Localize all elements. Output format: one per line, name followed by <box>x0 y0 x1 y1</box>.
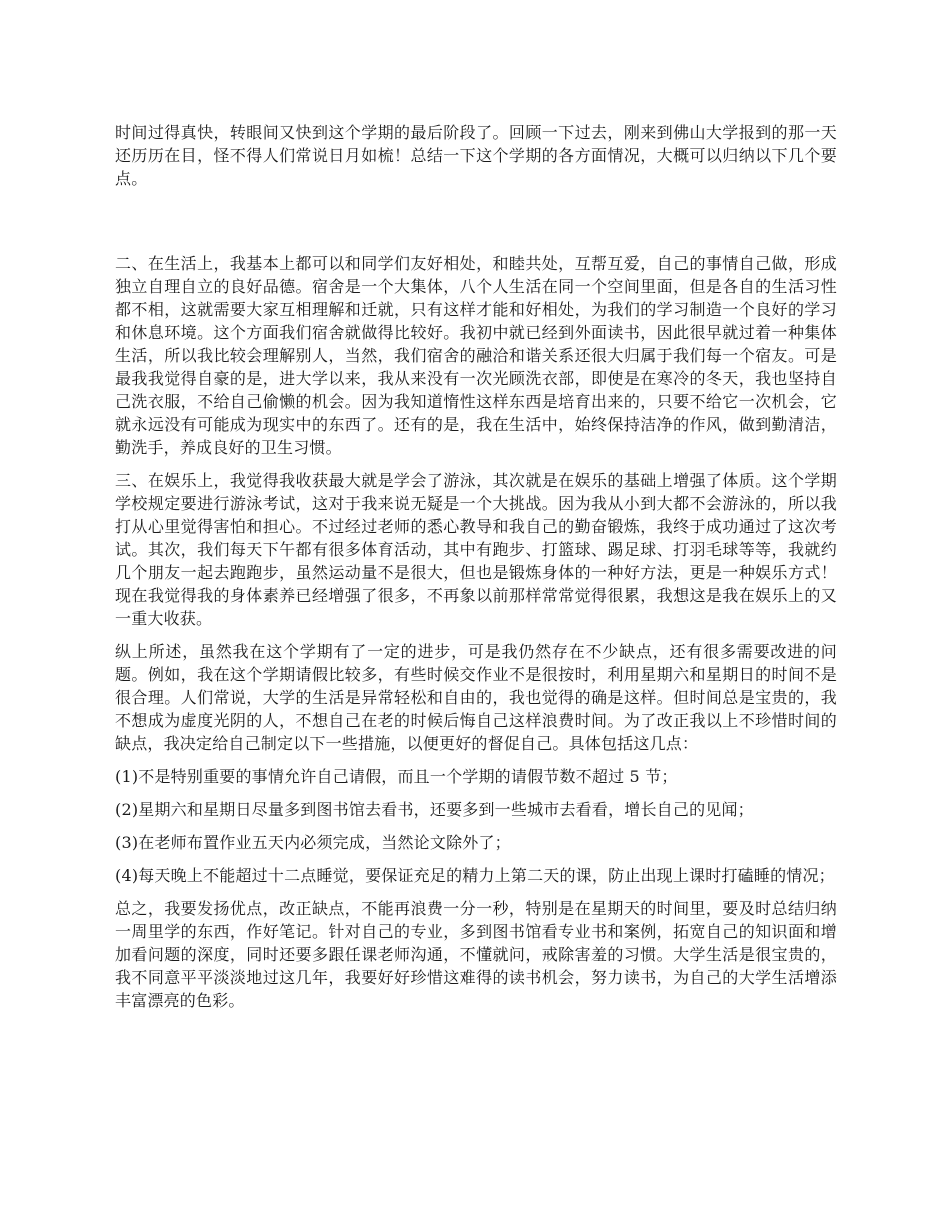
measure-item-3: (3)在老师布置作业五天内必须完成，当然论文除外了； <box>115 833 511 852</box>
paragraph-entertainment: 三、在娱乐上，我觉得我收获最大就是学会了游泳，其次就是在娱乐的基础上增强了体质。这个学期学校规定要进行游泳考试，这对于我来说无疑是一个大挑战。因为我从小到大都不会游泳的，所以我打从心里觉得害怕和担心。不过经过老师的悉心教导和我自己的勤奋锻炼，我终于成功通过了这次考试。其次，我们每天下午都有很多体育活动，其中有跑步、打篮球、踢足球、打羽毛球等等，我就约几个朋友一起去跑跑步，虽然运动量不是很大，但也是锻炼身体的一种好方法，更是一种娱乐方式！现在我觉得我的身体素养已经增强了很多，不再象以前那样常常觉得很累，我想这是我在娱乐上的又一重大收获。 <box>115 471 837 628</box>
paragraph-life: 二、在生活上，我基本上都可以和同学们友好相处，和睦共处，互帮互爱，自己的事情自己做，形成独立自理自立的良好品德。宿舍是一个大集体，八个人生活在同一个空间里面，但是各自的生活习性都不相，这就需要大家互相理解和迁就，只有这样才能和好相处，为我们的学习制造一个良好的学习和休息环境。这个方面我们宿舍就做得比较好。我初中就已经到外面读书，因此很早就过着一种集体生活，所以我比较会理解别人，当然，我们宿舍的融洽和谐关系还很大归属于我们每一个宿友。可是最我我觉得自豪的是，进大学以来，我从来没有一次光顾洗衣部，即使是在寒冷的冬天，我也坚持自己洗衣服，不给自己偷懒的机会。因为我知道惰性这样东西是培育出来的，只要不给它一次机会，它就永远没有可能成为现实中的东西了。还有的是，我在生活中，始终保持洁净的作风，做到勤清洁，勤洗手，养成良好的卫生习惯。 <box>115 254 837 457</box>
paragraph-intro: 时间过得真快，转眼间又快到这个学期的最后阶段了。回顾一下过去，刚来到佛山大学报到的那一天还历历在目，怪不得人们常说日月如梳！总结一下这个学期的各方面情况，大概可以归纳以下几个要点。 <box>115 123 837 188</box>
measure-item-1: (1)不是特别重要的事情允许自己请假，而且一个学期的请假节数不超过 5 节； <box>115 767 678 786</box>
paragraph-conclusion: 总之，我要发扬优点，改正缺点，不能再浪费一分一秒，特别是在星期天的时间里，要及时总结归纳一周里学的东西，作好笔记。针对自己的专业，多到图书馆看专业书和案例，拓宽自己的知识面和增加看问题的深度，同时还要多跟任课老师沟通，不懂就问，戒除害羞的习惯。大学生活是很宝贵的，我不同意平平淡淡地过这几年，我要好好珍惜这难得的读书机会，努力读书，为自己的大学生活增添丰富漂亮的色彩。 <box>115 899 837 1010</box>
document-page <box>115 121 837 1022</box>
measure-item-4: (4)每天晚上不能超过十二点睡觉，要保证充足的精力上第二天的课，防止出现上课时打磕睡的情况； <box>115 866 835 885</box>
paragraph-summary: 纵上所述，虽然我在这个学期有了一定的进步，可是我仍然存在不少缺点，还有很多需要改进的问题。例如，我在这个学期请假比较多，有些时候交作业不是很按时，利用星期六和星期日的时间不是很合理。人们常说，大学的生活是异常轻松和自由的，我也觉得的确是这样。但时间总是宝贵的，我不想成为虚度光阴的人，不想自己在老的时候后悔自己这样浪费时间。为了改正我以上不珍惜时间的缺点，我决定给自己制定以下一些措施，以便更好的督促自己。具体包括这几点： <box>115 642 837 753</box>
measure-item-2: (2)星期六和星期日尽量多到图书馆去看书，还要多到一些城市去看看，增长自己的见闻； <box>115 800 754 819</box>
